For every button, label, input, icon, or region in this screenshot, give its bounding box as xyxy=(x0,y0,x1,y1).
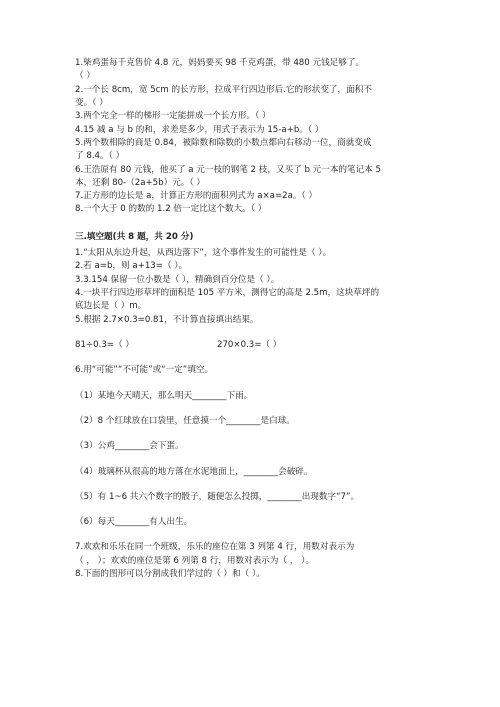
judge-q5-line1: 5.两个数相除的商是 0.84，被除数和除数的小数点都向右移动一位，商就变成 xyxy=(75,137,372,148)
fill-q4-line1: 4.一块平行四边形草坪的面积是 105 平方米，测得它的高是 2.5m，这块草坪的 xyxy=(75,288,380,298)
judge-q1-line2: （ ） xyxy=(75,71,95,82)
fill-q1: 1.“太阳从东边升起，从西边落下”，这个事件发生的可能性是（ ）。 xyxy=(75,248,332,259)
judge-q2-line1: 2.一个长 8cm，宽 5cm 的长方形，拉成平行四边形后.它的形状变了，面积不 xyxy=(75,84,372,95)
fill-q6-item-3: （3）公鸡________会下蛋。 xyxy=(75,441,184,452)
fill-q7-line2: （ ， ）；欢欢的座位是第 6 列第 8 行，用数对表示为（ ， ）。 xyxy=(75,555,315,566)
judge-q6-line2: 本，还剩 80-（2a+5b）元。（ ） xyxy=(75,177,205,188)
judge-q5-line2: 了 8.4。（ ） xyxy=(75,151,125,162)
fill-q7-line1: 7.欢欢和乐乐在同一个班级，乐乐的座位在第 3 列第 4 行，用数对表示为 xyxy=(75,542,355,553)
fill-q6-item-1: （1）某地今天晴天，那么明天________下雨。 xyxy=(75,390,253,401)
fill-q4-line2: 底边长是（ ）m。 xyxy=(75,301,147,312)
fill-q6-item-5: （5）有 1~6 共六个数字的骰子，随便怎么投掷，________出现数字“7”。 xyxy=(75,491,360,502)
judge-q8: 8.一个大于 0 的数的 1.2 倍一定比这个数大。（ ） xyxy=(75,204,267,215)
fill-q5: 5.根据 2.7×0.3=0.81，不计算直接填出结果。 xyxy=(75,314,259,325)
fill-section xyxy=(75,247,430,581)
fill-q3: 3.3.154 保留一位小数是（ ），精确到百分位是（ ）。 xyxy=(75,274,280,285)
judge-q7: 7.正方形的边长是 a，计算正方形的面积列式为 a×a=2a。（ ） xyxy=(75,191,318,202)
fill-q6-item-6: （6）每天________有人出生。 xyxy=(75,517,193,528)
judge-q3: 3.两个完全一样的梯形一定能拼成一个长方形。（ ） xyxy=(75,111,271,122)
fill-q2: 2.若 a=b，则 a+13=（ ）。 xyxy=(75,261,188,272)
worksheet-content xyxy=(75,57,430,581)
judge-q4: 4.15 减 a 与 b 的和，求差是多少，用式子表示为 15-a+b。（ ） xyxy=(75,124,324,135)
fill-section-title: 三.填空题(共 8 题，共 20 分) xyxy=(75,231,194,242)
fill-q5-left: 81÷0.3=（ ） xyxy=(75,339,134,350)
judge-q1-line1: 1.柴鸡蛋每千克售价 4.8 元，妈妈要买 98 千克鸡蛋，带 480 元钱足够了。 xyxy=(75,58,365,68)
fill-q8: 8.下面的图形可以分割成我们学过的（ ）和（ ）。 xyxy=(75,569,265,580)
fill-q5-right: 270×0.3=（ ） xyxy=(217,339,282,350)
judge-q6-line1: 6.王浩原有 80 元钱，他买了 a 元一枝的钢笔 2 枝，又买了 b 元一本的笔记本 5 xyxy=(75,164,382,175)
judge-q2-line2: 变。（ ） xyxy=(75,97,108,108)
fill-q6: 6.用“可能”“不可能”或“一定”填空。 xyxy=(75,365,214,376)
fill-q6-item-2: （2）8 个红球放在口袋里，任意摸一个________是白球。 xyxy=(75,415,295,426)
fill-q5-expressions xyxy=(75,339,430,352)
judge-section xyxy=(75,57,430,217)
fill-q6-item-4: （4）玻璃杯从很高的地方落在水泥地面上，________会破碎。 xyxy=(75,466,313,477)
